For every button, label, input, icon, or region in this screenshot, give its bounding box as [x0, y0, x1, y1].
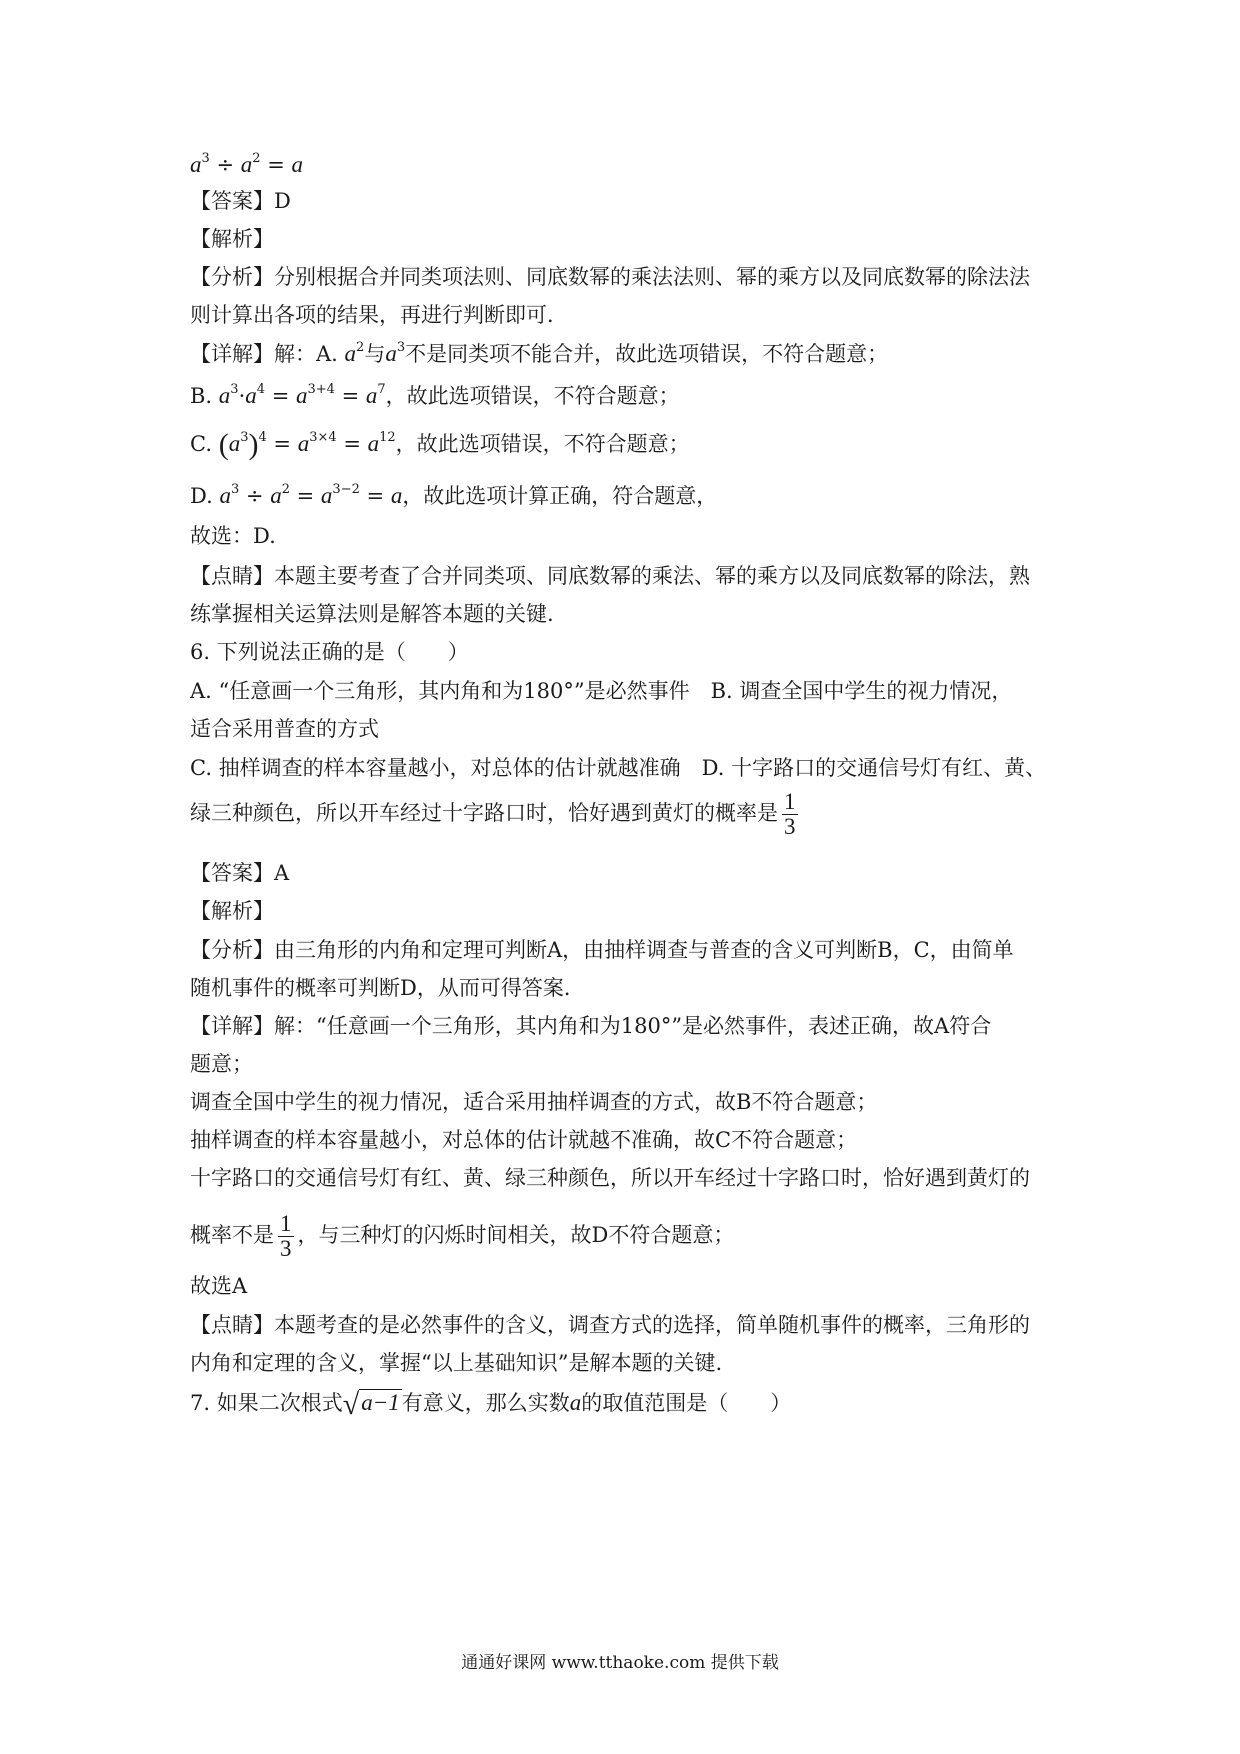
q5-fenxi-line1 [190, 262, 1060, 292]
d-prefix: D. [190, 484, 213, 508]
q6-xiangjie-line6 [190, 1212, 1060, 1261]
radicand: a−1 [361, 1390, 400, 1415]
q5-option-d-formula: $a^3 \div a^2 = a$ [190, 151, 303, 177]
xiangjie-label: 【详解】 [190, 342, 274, 366]
q7-stem [190, 1388, 1060, 1420]
q6-xiangjie-line1 [190, 1011, 1060, 1041]
q6-option-a-b: A. “任意画一个三角形，其内角和为180°”是必然事件 B. 调查全国中学生的视力情况， [190, 679, 1013, 703]
frac-num: 1 [784, 789, 796, 814]
q5-xiangjie-a: 【详解】解：A. $a^2$与$a^3$不是同类项不能合并，故此选项错误，不符合题意； [190, 340, 889, 366]
a-text: 不是同类项不能合并，故此选项错误，不符合题意； [405, 342, 889, 366]
line6b: ，与三种灯的闪烁时间相关，故D不符合题意； [297, 1223, 735, 1247]
q6-option-d-cont [190, 790, 1060, 839]
q6-option-b-cont: 适合采用普查的方式 [190, 717, 379, 741]
a-mid: 与 [364, 342, 386, 366]
dianjing-text: 本题考查的是必然事件的含义，调查方式的选择，简单随机事件的概率，三角形的 [274, 1313, 1030, 1337]
q6-xiangjie-line3: 调查全国中学生的视力情况，适合采用抽样调查的方式，故B不符合题意； [190, 1090, 878, 1114]
q5-fenxi-line2: 则计算出各项的结果，再进行判断即可． [190, 303, 568, 327]
q6-jiexi-label: 【解析】 [190, 899, 274, 923]
q6-answer [190, 858, 1060, 888]
fenxi-label: 【分析】 [190, 938, 274, 962]
fenxi-text: 由三角形的内角和定理可判断A，由抽样调查与普查的含义可判断B，C，由简单 [274, 938, 1014, 962]
a-prefix: 解：A. [274, 342, 338, 366]
line6a: 概率不是 [190, 1223, 274, 1247]
q6-conclusion: 故选A [190, 1274, 248, 1298]
q5-xiangjie-b: B. $a^3\cdot a^4 = a^{3+4} = a^7$，故此选项错误，不符合题意； [190, 382, 680, 408]
q7-tail: 的取值范围是（ ） [581, 1391, 792, 1415]
q6-option-c-d: C. 抽样调查的样本容量越小，对总体的估计就越准确 D. 十字路口的交通信号灯有红、黄、 [190, 756, 1047, 780]
fenxi-text: 分别根据合并同类项法则、同底数幂的乘法法则、幂的乘方以及同底数幂的除法法 [274, 265, 1030, 289]
frac-den: 3 [784, 814, 796, 839]
q5-dianjing-line1 [190, 561, 1060, 591]
answer-label: 【答案】 [190, 189, 274, 213]
dianjing-text: 本题主要考查了合并同类项、同底数幂的乘法、幂的乘方以及同底数幂的除法，熟 [274, 564, 1030, 588]
c-prefix: C. [190, 432, 212, 456]
c-text: ，故此选项错误，不符合题意； [395, 432, 690, 456]
frac-num: 1 [280, 1211, 292, 1236]
fraction-one-third [278, 1212, 294, 1261]
q5-conclusion: 故选：D. [190, 524, 276, 548]
q5-dianjing-line2: 练掌握相关运算法则是解答本题的关键. [190, 602, 554, 626]
xiangjie-label: 【详解】 [190, 1014, 274, 1038]
b-prefix: B. [190, 384, 213, 408]
q5-jiexi-label: 【解析】 [190, 227, 274, 251]
q6-xiangjie-line5: 十字路口的交通信号灯有红、黄、绿三种颜色，所以开车经过十字路口时，恰好遇到黄灯的 [190, 1166, 1030, 1190]
frac-den: 3 [280, 1236, 292, 1261]
q6-dianjing-line2: 内角和定理的含义，掌握“以上基础知识”是解本题的关键. [190, 1351, 723, 1375]
q6-fenxi-line2: 随机事件的概率可判断D，从而可得答案． [190, 976, 585, 1000]
sqrt-expression: √a−1 [342, 1388, 400, 1421]
q7-var: a [569, 1390, 582, 1415]
q6-fenxi-line1 [190, 935, 1060, 965]
answer-value: D [274, 189, 291, 213]
b-text: ，故此选项错误，不符合题意； [385, 384, 680, 408]
dianjing-label: 【点睛】 [190, 564, 274, 588]
fraction-one-third [782, 790, 798, 839]
d-text: 绿三种颜色，所以开车经过十字路口时，恰好遇到黄灯的概率是 [190, 801, 778, 825]
d-text: ，故此选项计算正确，符合题意， [402, 484, 718, 508]
q6-stem: 6. 下列说法正确的是（ ） [190, 640, 469, 664]
q7-suffix: 有意义，那么实数 [401, 1391, 570, 1415]
dianjing-label: 【点睛】 [190, 1313, 274, 1337]
q5-answer [190, 186, 1060, 216]
q6-xiangjie-line2: 题意； [190, 1052, 253, 1076]
answer-label: 【答案】 [190, 861, 274, 885]
page-footer: 通通好课网 www.tthaoke.com 提供下载 [461, 1653, 779, 1673]
q5-xiangjie-d: D. $a^3 \div a^2 = a^{3-2} = a$，故此选项计算正确，符合题意， [190, 482, 718, 508]
q6-dianjing-line1 [190, 1310, 1060, 1340]
xiangjie-text: 解：“任意画一个三角形，其内角和为180°”是必然事件，表述正确，故A符合 [274, 1014, 992, 1038]
q5-xiangjie-c: C. $(a^3)^4 = a^{3\times 4} = a^{12}$，故此选项错误，不符合题意； [190, 428, 690, 461]
answer-value: A [274, 861, 290, 885]
fenxi-label: 【分析】 [190, 265, 274, 289]
q6-xiangjie-line4: 抽样调查的样本容量越小，对总体的估计就越不准确，故C不符合题意； [190, 1128, 858, 1152]
q7-prefix: 7. 如果二次根式 [190, 1391, 343, 1415]
